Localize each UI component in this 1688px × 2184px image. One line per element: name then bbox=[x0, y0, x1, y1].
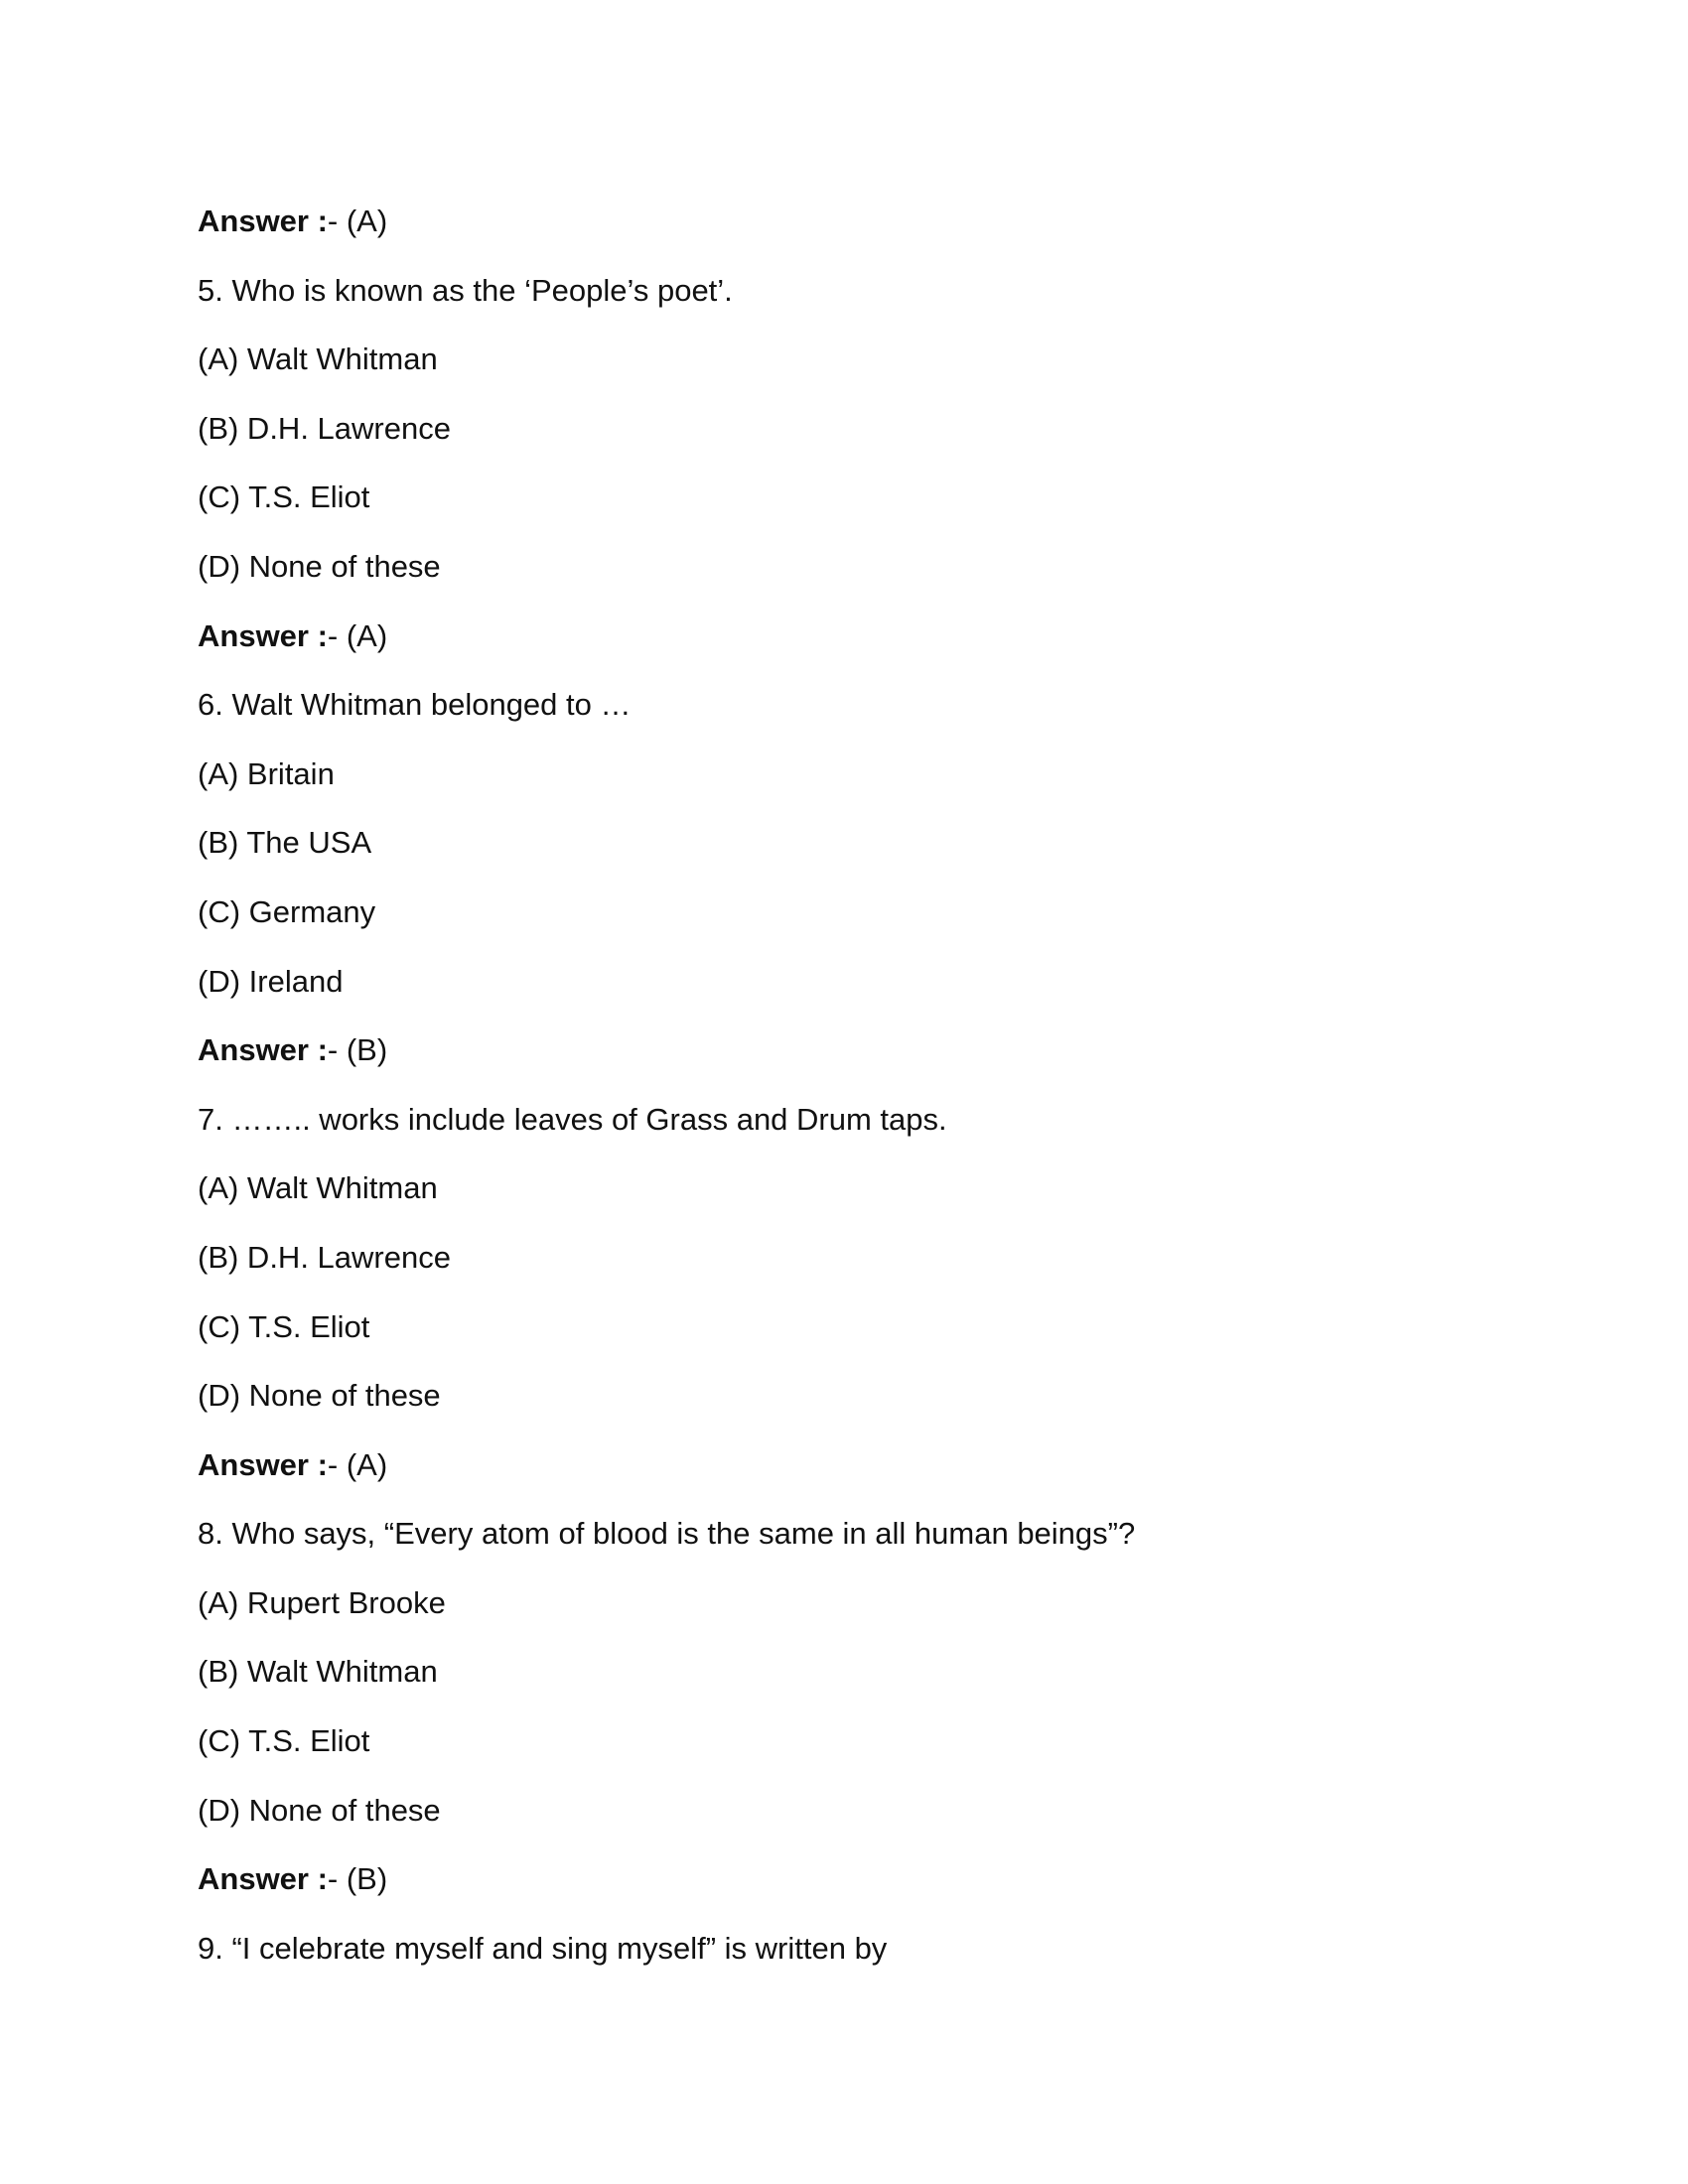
option-d: (D) None of these bbox=[198, 1378, 441, 1414]
answer-line bbox=[198, 1025, 1488, 1095]
option-c: (C) T.S. Eliot bbox=[198, 479, 370, 515]
option-c: (C) T.S. Eliot bbox=[198, 1723, 370, 1759]
answer-line bbox=[198, 1440, 1488, 1510]
option-c: (C) Germany bbox=[198, 893, 376, 929]
answer-value: - (A) bbox=[327, 1446, 388, 1482]
option-b: (B) D.H. Lawrence bbox=[198, 410, 451, 446]
answer-value: - (A) bbox=[327, 204, 388, 238]
answer-label: Answer : bbox=[198, 1032, 328, 1068]
option-d: (D) None of these bbox=[198, 548, 441, 584]
answer-value: - (B) bbox=[327, 1032, 388, 1068]
answer-value: - (A) bbox=[327, 617, 388, 653]
option-c: (C) T.S. Eliot bbox=[198, 1308, 370, 1344]
option-b: (B) The USA bbox=[198, 825, 372, 861]
option-a: (A) Walt Whitman bbox=[198, 341, 438, 377]
answer-line bbox=[198, 1854, 1488, 1924]
answer-label: Answer : bbox=[198, 204, 328, 238]
option-a: (A) Britain bbox=[198, 755, 335, 791]
option-a: (A) Rupert Brooke bbox=[198, 1584, 446, 1620]
option-d: (D) Ireland bbox=[198, 963, 344, 999]
answer-line bbox=[198, 612, 1488, 681]
answer-line bbox=[198, 197, 1488, 266]
question-text: 6. Walt Whitman belonged to … bbox=[198, 687, 632, 723]
answer-label: Answer : bbox=[198, 1446, 328, 1482]
answer-value: - (B) bbox=[327, 1861, 388, 1897]
option-a: (A) Walt Whitman bbox=[198, 1170, 438, 1206]
option-b: (B) D.H. Lawrence bbox=[198, 1239, 451, 1275]
page-content bbox=[198, 197, 1488, 1992]
option-b: (B) Walt Whitman bbox=[198, 1654, 438, 1690]
question-text: 7. …….. works include leaves of Grass and Drum taps. bbox=[198, 1101, 947, 1137]
answer-label: Answer : bbox=[198, 1861, 328, 1897]
answer-label: Answer : bbox=[198, 617, 328, 653]
question-text: 5. Who is known as the ‘People’s poet’. bbox=[198, 272, 733, 308]
option-d: (D) None of these bbox=[198, 1792, 441, 1828]
question-text: 9. “I celebrate myself and sing myself” is written by bbox=[198, 1930, 888, 1966]
question-text: 8. Who says, “Every atom of blood is the same in all human beings”? bbox=[198, 1516, 1136, 1552]
